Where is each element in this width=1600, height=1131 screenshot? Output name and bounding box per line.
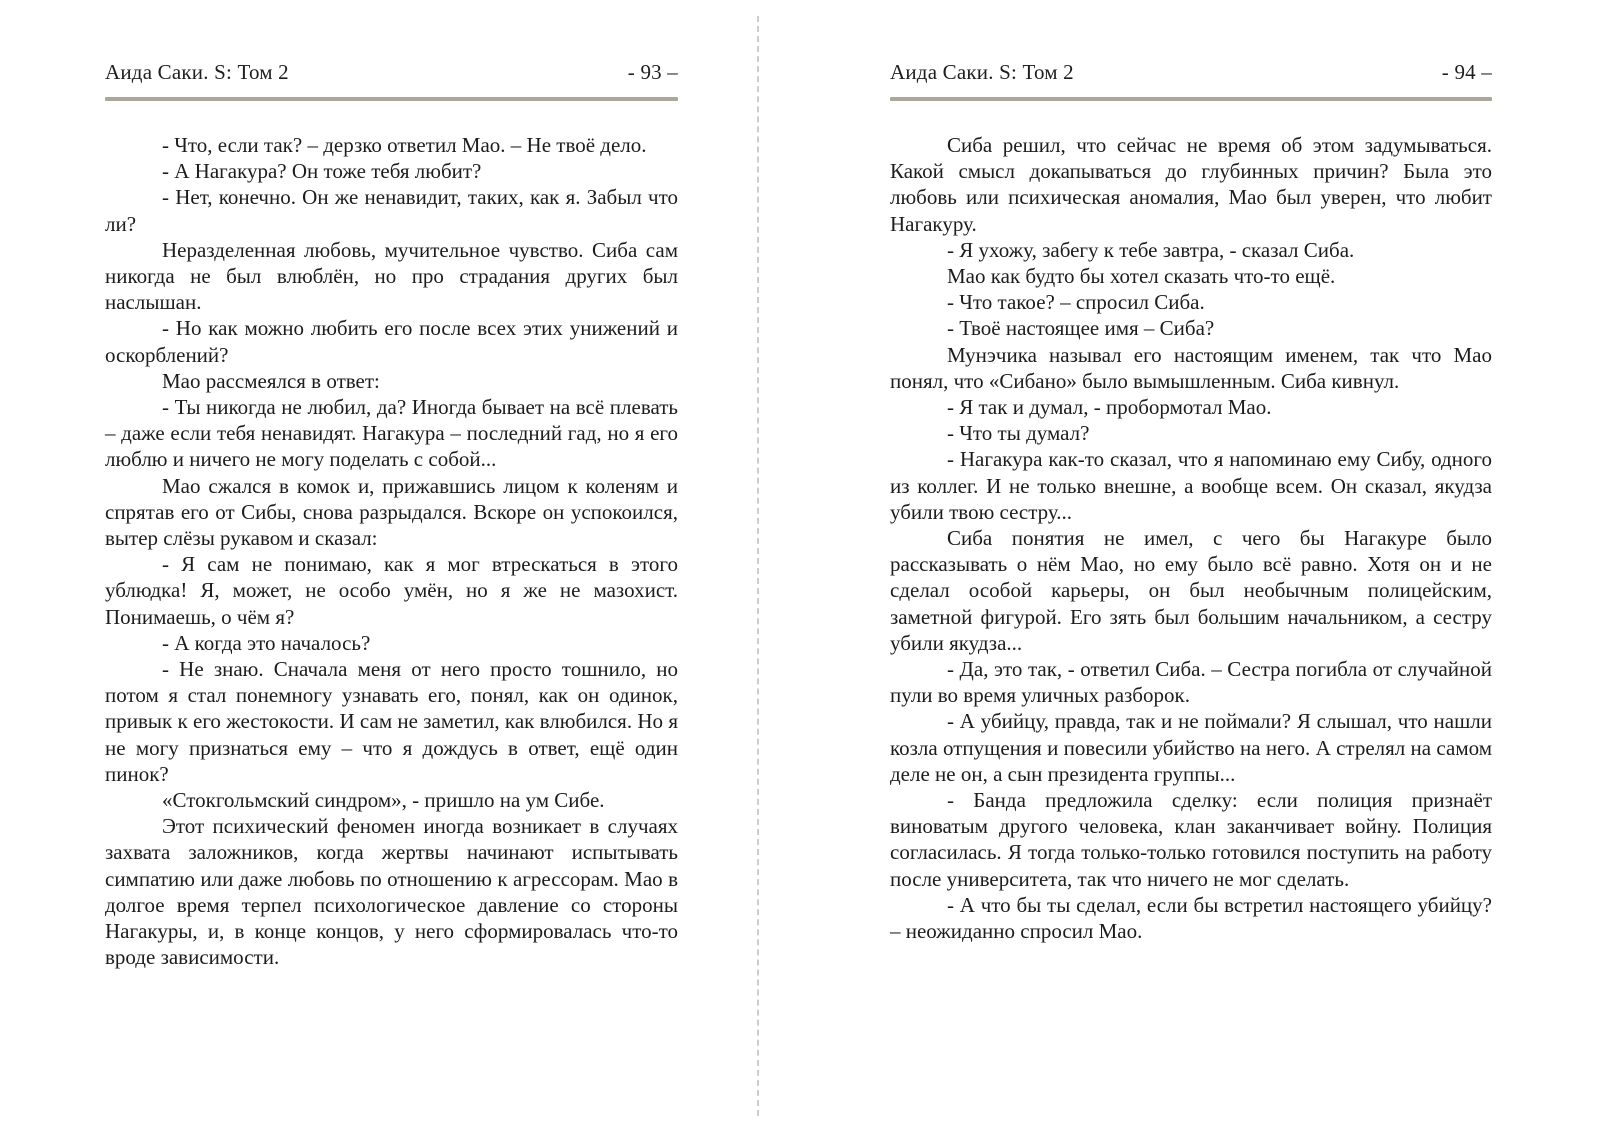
paragraph: Мунэчика называл его настоящим именем, так что Мао понял, что «Сибано» было вымышленным. Сиба кивнул.: [890, 342, 1492, 393]
page-left-header: [105, 60, 678, 85]
paragraph: - Я так и думал, - пробормотал Мао.: [947, 395, 1272, 420]
paragraph: - Что, если так? – дерзко ответил Мао. – Не твоё дело.: [162, 133, 647, 157]
paragraph: Сиба понятия не имел, с чего бы Нагакуре было рассказывать о нём Мао, но ему было всё равно. Хотя он и не сделал особой карьеры, он был необычным полицейским, заметной фигурой. Его зять был большим начальником, а сестру убили якудза...: [890, 526, 1492, 655]
paragraph: - Ты никогда не любил, да? Иногда бывает на всё плевать – даже если тебя ненавидят. Нагакура – последний гад, но я его люблю и ничего не могу поделать с собой...: [105, 395, 678, 472]
paragraph: - А Нагакура? Он тоже тебя любит?: [162, 159, 482, 184]
paragraph: - Банда предложила сделку: если полиция признаёт виноватым другого человека, клан заканчивает войну. Полиция согласилась. Я тогда только-только готовился поступить на работу после университета, так что ничего не мог сделать.: [890, 788, 1492, 891]
paragraph: - Что такое? – спросил Сиба.: [947, 290, 1205, 315]
page-number: - 94 –: [1441, 60, 1492, 84]
running-title: Аида Саки. S: Том 2: [890, 60, 1074, 84]
paragraph: Неразделенная любовь, мучительное чувство. Сиба сам никогда не был влюблён, но про страдания других был наслышан.: [105, 237, 678, 315]
paragraph: Этот психический феномен иногда возникает в случаях захвата заложников, когда жертвы начинают испытывать симпатию или даже любовь по отношению к агрессорам. Мао в долгое время терпел психологическое давление со стороны Нагакуры, и, в конце концов, у него сформировалась что-то вроде зависимости.: [105, 814, 678, 970]
paragraph: - Да, это так, - ответил Сиба. – Сестра погибла от случайной пули во время уличных разборок.: [890, 657, 1492, 708]
page-left-body: [105, 132, 678, 971]
page-right-body: [890, 132, 1492, 944]
header-rule: [890, 97, 1492, 101]
paragraph: Мао рассмеялся в ответ:: [162, 368, 380, 393]
paragraph: - Но как можно любить его после всех этих унижений и оскорблений?: [105, 316, 678, 367]
page-right-header: [890, 60, 1492, 85]
paragraph: - Не знаю. Сначала меня от него просто тошнило, но потом я стал понемногу узнавать его, понял, как он одинок, привык к его жестокости. И сам не заметил, как влюбился. Но я не могу признаться ему – что я дождусь в ответ, ещё один пинок?: [105, 657, 678, 786]
page-left: [105, 60, 678, 971]
paragraph: - Я ухожу, забегу к тебе завтра, - сказал Сиба.: [947, 237, 1355, 262]
page-divider: [757, 16, 759, 1116]
paragraph: «Стокгольмский синдром», - пришло на ум Сибе.: [162, 788, 605, 813]
paragraph: - А убийцу, правда, так и не поймали? Я слышал, что нашли козла отпущения и повесили убийство на него. А стрелял на самом деле не он, а сын президента группы...: [890, 709, 1492, 786]
header-rule: [105, 97, 678, 101]
paragraph: - А когда это началось?: [162, 630, 371, 655]
running-title: Аида Саки. S: Том 2: [105, 60, 289, 84]
paragraph: Мао как будто бы хотел сказать что-то ещё.: [947, 264, 1336, 289]
paragraph: - Что ты думал?: [947, 421, 1090, 446]
page-number: - 93 –: [627, 60, 678, 84]
paragraph: Сиба решил, что сейчас не время об этом задумываться. Какой смысл докапываться до глубинных причин? Была это любовь или психическая аномалия, Мао был уверен, что любит Нагакуру.: [890, 133, 1492, 236]
page-right: [890, 60, 1492, 944]
paragraph: Мао сжался в комок и, прижавшись лицом к коленям и спрятав его от Сибы, снова разрыдался. Вскоре он успокоился, вытер слёзы рукавом и сказал:: [105, 473, 678, 551]
paragraph: - Нет, конечно. Он же ненавидит, таких, как я. Забыл что ли?: [105, 185, 678, 236]
paragraph: - Я сам не понимаю, как я мог втрескаться в этого ублюдка! Я, может, не особо умён, но я же не мазохист. Понимаешь, о чём я?: [105, 552, 678, 629]
paragraph: - Твоё настоящее имя – Сиба?: [947, 316, 1215, 341]
paragraph: - Нагакура как-то сказал, что я напоминаю ему Сибу, одного из коллег. И не только внешне, а вообще всем. Он сказал, якудза убили твою сестру...: [890, 447, 1492, 524]
paragraph: - А что бы ты сделал, если бы встретил настоящего убийцу? – неожиданно спросил Мао.: [890, 892, 1492, 944]
